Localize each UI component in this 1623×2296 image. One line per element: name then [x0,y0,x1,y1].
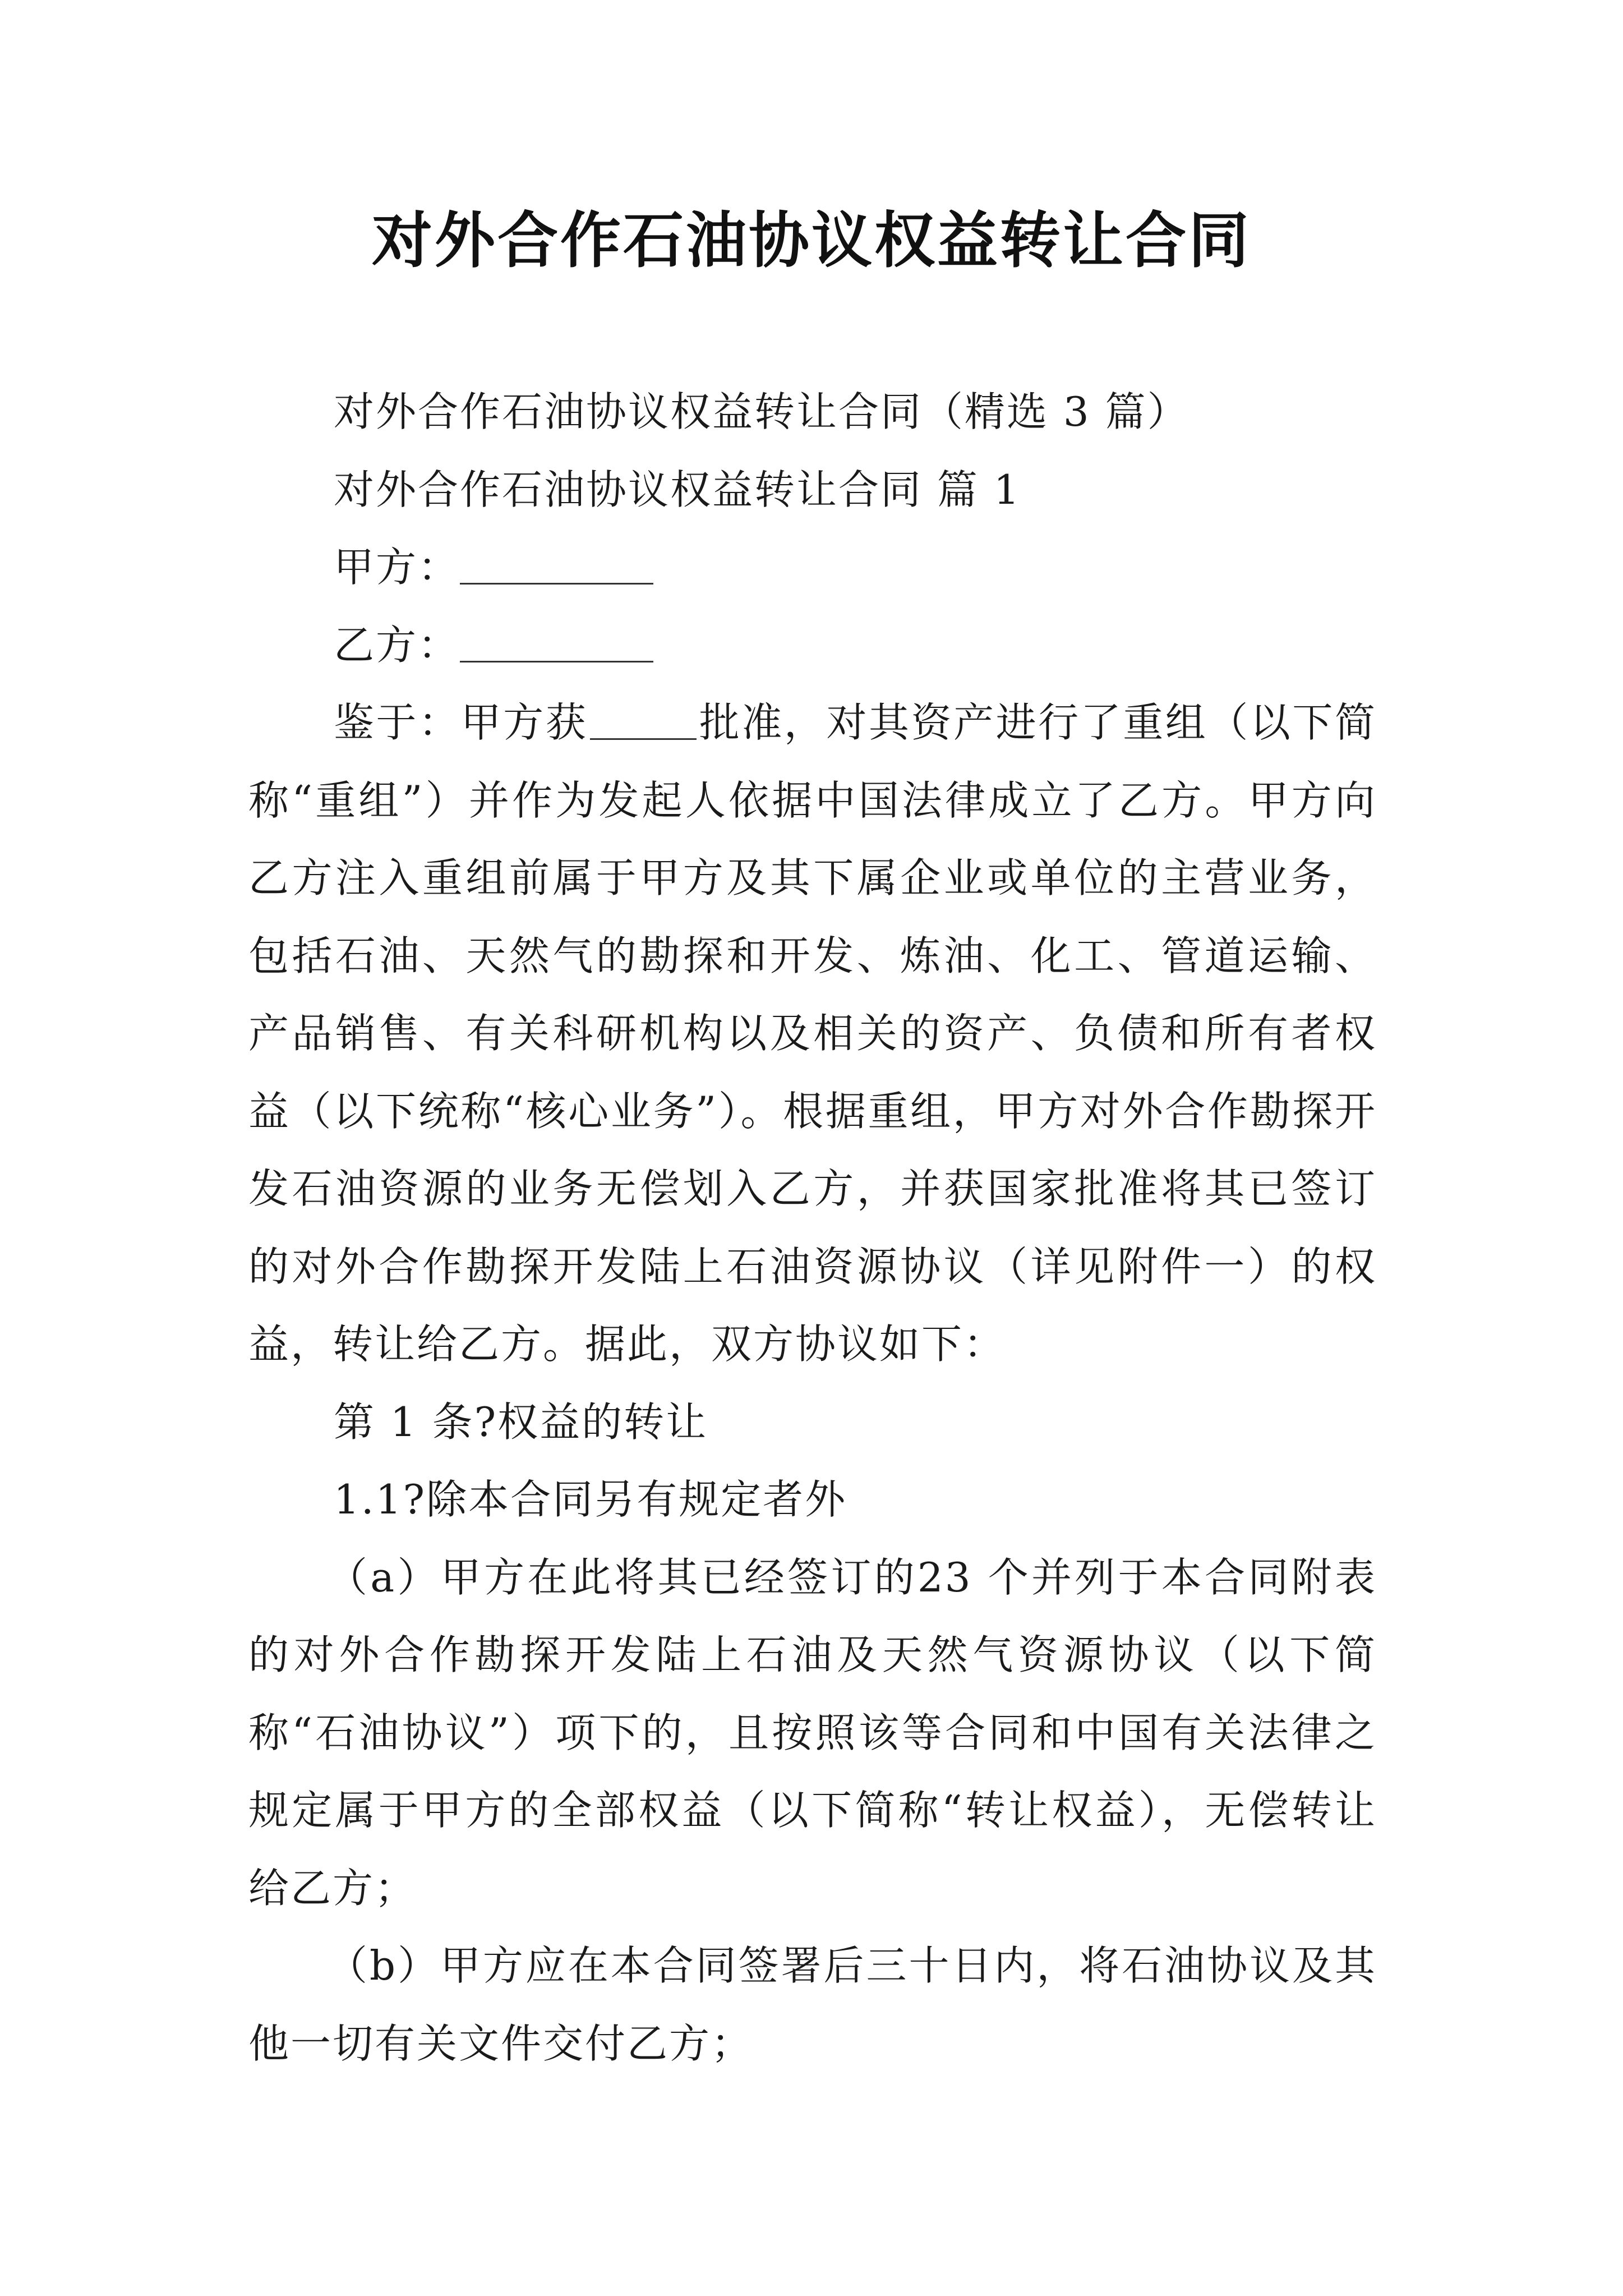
clause-a: （a）甲方在此将其已经签订的23 个并列于本合同附表的对外合作勘探开发陆上石油及天然气资源协议（以下简称“石油协议”）项下的，且按照该等合同和中国有关法律之规定属于甲方的全部权益（以下简称“转让权益），无偿转让给乙方； [248,1553,1377,1912]
whereas-text-start: 鉴于：甲方获 [334,699,588,746]
clause-b: （b）甲方应在本合同签署后三十日内，将石油协议及其他一切有关文件交付乙方； [248,1942,1377,2067]
whereas-text-rest: 批准，对其资产进行了重组（以下简称“重组”）并作为发起人依据中国法律成立了乙方。甲方向乙方注入重组前属于甲方及其下属企业或单位的主营业务，包括石油、天然气的勘探和开发、炼油、化工、管道运输、产品销售、有关科研机构以及相关的资产、负债和所有者权益（以下统称“核心业务”）。根据重组，甲方对外合作勘探开发石油资源的业务无偿划入乙方，并获国家批准将其已签订的对外合作勘探开发陆上石油资源协议（详见附件一）的权益，转让给乙方。据此，双方协议如下： [248,699,1377,1368]
party-a-label: 甲方： [334,544,460,591]
party-b-line [248,606,1377,684]
document-body [248,373,1377,2082]
party-b-label: 乙方： [334,621,460,669]
whereas-paragraph [248,684,1377,1383]
party-a-line [248,528,1377,606]
document-title: 对外合作石油协议权益转让合同 [371,206,1251,276]
document-subtitle: 对外合作石油协议权益转让合同（精选 3 篇） [334,388,1189,435]
article-1-heading: 第 1 条?权益的转让 [334,1398,708,1446]
party-a-blank [460,542,653,585]
party-b-blank [460,620,653,662]
section-heading: 对外合作石油协议权益转让合同 篇 1 [334,466,1021,513]
approval-authority-blank [590,698,697,740]
clause-1-1: 1.1?除本合同另有规定者外 [334,1476,847,1523]
